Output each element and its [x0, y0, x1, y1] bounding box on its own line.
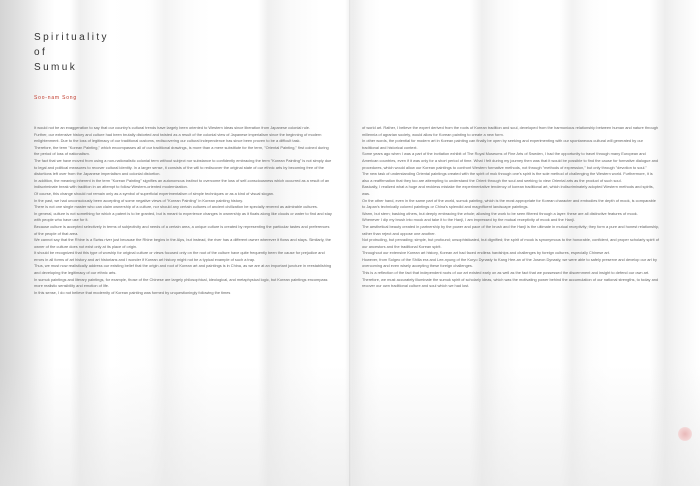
paragraph: Whenever I dip my brush into mook and take it to the Hanji, I am impressed by the mutual receptivity of mook and the Hanji. — [362, 217, 575, 223]
paragraph: In addition, the meaning inherent in the term "Korean Painting" signifies an autonomous instinct to overcome the loss of self-consciousness which occurred as a result of an indiscriminate break with tradition in an attempt to follow Western-oriented modernization. — [34, 177, 330, 190]
paragraph: The fact that we have moved from using a non-nationalistic colonial term without subject nor substance to confidently embracing the term "Korean Painting" is not simply due to legal and political measures to recover cultural identity. In a larger sense, it consists of the will to rediscover the original state of our ethnic arts by becoming free of the distortions left over from the Japanese imperialism and colonial distortion. — [34, 157, 332, 177]
paragraph: In this sense, I do not believe that modernity of Korean painting was formed by unquestioningly following the times — [34, 289, 231, 295]
paragraph: Throughout our extensive Korean art history, Korean art had faced endless hardships and challenges by foreign cultures, especially Chinese art. — [362, 250, 610, 256]
paragraph: The new task of understanding Oriental paintings created with the spirit of mok through one's spirit is the sole method of challenging the Western world. Furthermore, it is also a reaffirmation that they too are attempting to understand the Orient through the soul and seeking to view Oriental arts as the product of such soul. — [362, 171, 653, 183]
paragraph: In sumuk paintings and literary paintings, for example, those of the Chinese are largely philosophical, ideological, and metaphysical logic, but Korean paintings encompass more realistic sensibility and emotion of life. — [34, 276, 328, 289]
paragraph: This is a reflection of the fact that independent roots of our art existed early on as well as the fact that we possessed the discernment and insight to defend our own art. — [362, 270, 650, 276]
paragraph: Of course, this change should not remain only as a symbol of superficial experimentalism of simple techniques or as a kind of visual slogan. — [34, 190, 275, 196]
paragraph: Not protruding, but pervading; simple, but profound; unsophisticated, but dignified; the spirit of mook is synonymous to the honorable, confident, and proper scholarly spirit of our ancestors and the traditional Korean spirit. — [362, 237, 659, 249]
paragraph: There is not one single master who can claim ownership of a culture, nor should any certain cultures of ancient civilization be specially revered as admirable cultures. — [34, 204, 318, 210]
paragraph: Therefore, we must accurately illuminate the sumuk spirit of scholarly ideas, which was the motivating power behind the accumulation of our national strengths, to today and recover our own traditional culture and soul which we had lost. — [362, 276, 659, 289]
paragraph: The aesthetical beauty created in partnership by the power and pace of the brush and the Hanji is the ultimate in mutual receptivity; they form a pure and honest relationship, rather than reject and oppose one another. — [362, 223, 660, 236]
paragraph: In the past, we had unconsciously been accepting of some negative views of "Korean Painting" in Korean painting history. — [34, 197, 244, 203]
paragraph: However, from Solgeo of the Shilla era and Lee-nyung of the Koryo Dynasty to Kang Hee-an of the Joseon Dynasty, we were able to safely preserve and develop our art by overcoming and even wisely accepting these foreign challenges. — [362, 256, 657, 269]
paragraph: It would not be an exaggeration to say that our country's cultural trends have largely been oriented to Western ideas since liberation from Japanese colonial rule. — [34, 125, 310, 130]
page-gutter — [349, 0, 351, 486]
title-line: Sumuk — [34, 62, 78, 73]
paragraph: In other words, the potential for modern art in Korean painting can finally be open by seeking and experimenting with our spontaneous cultural will generated by our traditional and historical context. — [362, 138, 643, 150]
paragraph: Basically, I realized what a huge and reckless mistake the experimentative tendency of korean traditional art, which indiscriminately adopted Western methods and spirits, was. — [362, 184, 654, 196]
paragraph: Some years ago when I was a part of the invitation exhibit of The Royal Museums of Fine Arts of Sweden, I had the opportunity to travel through many European and American countries, even if it was only for a short period of time. What I felt during my journey then was that it would be possible to find the cause for formative dialogue and procedures, which would allow our Korean paintings to confront Western formative methods, not through "methods of expression," but only through "devotion to soul." — [362, 151, 659, 170]
title-line: of — [34, 47, 48, 58]
paragraph: We cannot say that the Rhine is a Swiss river just because the Rhine begins in the Alps, but instead, the river has a different owner wherever it flows and stays. Similarly, the owner of the culture does not exist only at its place of origin. — [34, 237, 331, 249]
paragraph: Thus, we must now realistically address our existing belief that the origin and root of Korean art and paintings is in China, as we are at an important juncture in reestablishing and developing the legitimacy of our ethnic arts. — [34, 263, 332, 276]
paragraph: Because culture is accepted selectively in terms of subjectivity and needs of a certain area, a unique culture is created by representing the particular tastes and preferences of the people of that area. — [34, 223, 330, 236]
paragraph: In general, culture is not something for which a patent is to be granted, but is meant to experience changes in ownership as it floats along like clouds or water to find and stay with people who have use for it. — [34, 210, 332, 223]
left-text-column — [34, 125, 332, 296]
title-line: Spirituality — [34, 32, 109, 43]
paragraph: Further, our extensive history and culture had been brutally distorted and twisted as a result of the colonial view of Japanese imperialism since the beginning of modern enlightenment. Due to the loss of legitimacy of our traditional customs, rediscovering our cultural independence has since been proven to be a difficult task. — [34, 131, 322, 144]
page-title — [34, 30, 109, 75]
paragraph: It should be recognized that this type of worship for original culture or views focused only on the root of the culture have quite frequently been the cause for prejudice and errors in all forms of art history and art historians and I wonder if Korean art history might not be a typical example of such a trap. — [34, 250, 325, 262]
paragraph: On the other hand, even in the same part of the world, sumuk painting, which is the most appropriate for Korean character and embodies the depth of mook, is comparable to Japan's technically colored paintings or China's splendid and magnificent landscape paintings. — [362, 197, 656, 210]
author-name: Soo-nam Song — [34, 95, 77, 101]
paragraph: of world art. Rather, I believe the expert derived from the roots of Korean tradition and soul, developed from the harmonious relationship between human and nature through millennia of agrarian society, would allow for Korean painting to create a new form. — [362, 125, 659, 137]
paragraph: Warm, but stern; basking others, but deeply embracing the whole; allowing the work to be seen filtered through a layer: these are all distinctive features of mook. — [362, 210, 638, 216]
right-text-column — [362, 125, 660, 290]
paragraph: Therefore, the term "Korean Painting," which encompasses all of our traditional drawings, is more than a mere substitute for the term, "Oriental Painting," first coined during the period of loss of nationalism. — [34, 144, 329, 157]
red-seal-stamp — [678, 427, 692, 441]
